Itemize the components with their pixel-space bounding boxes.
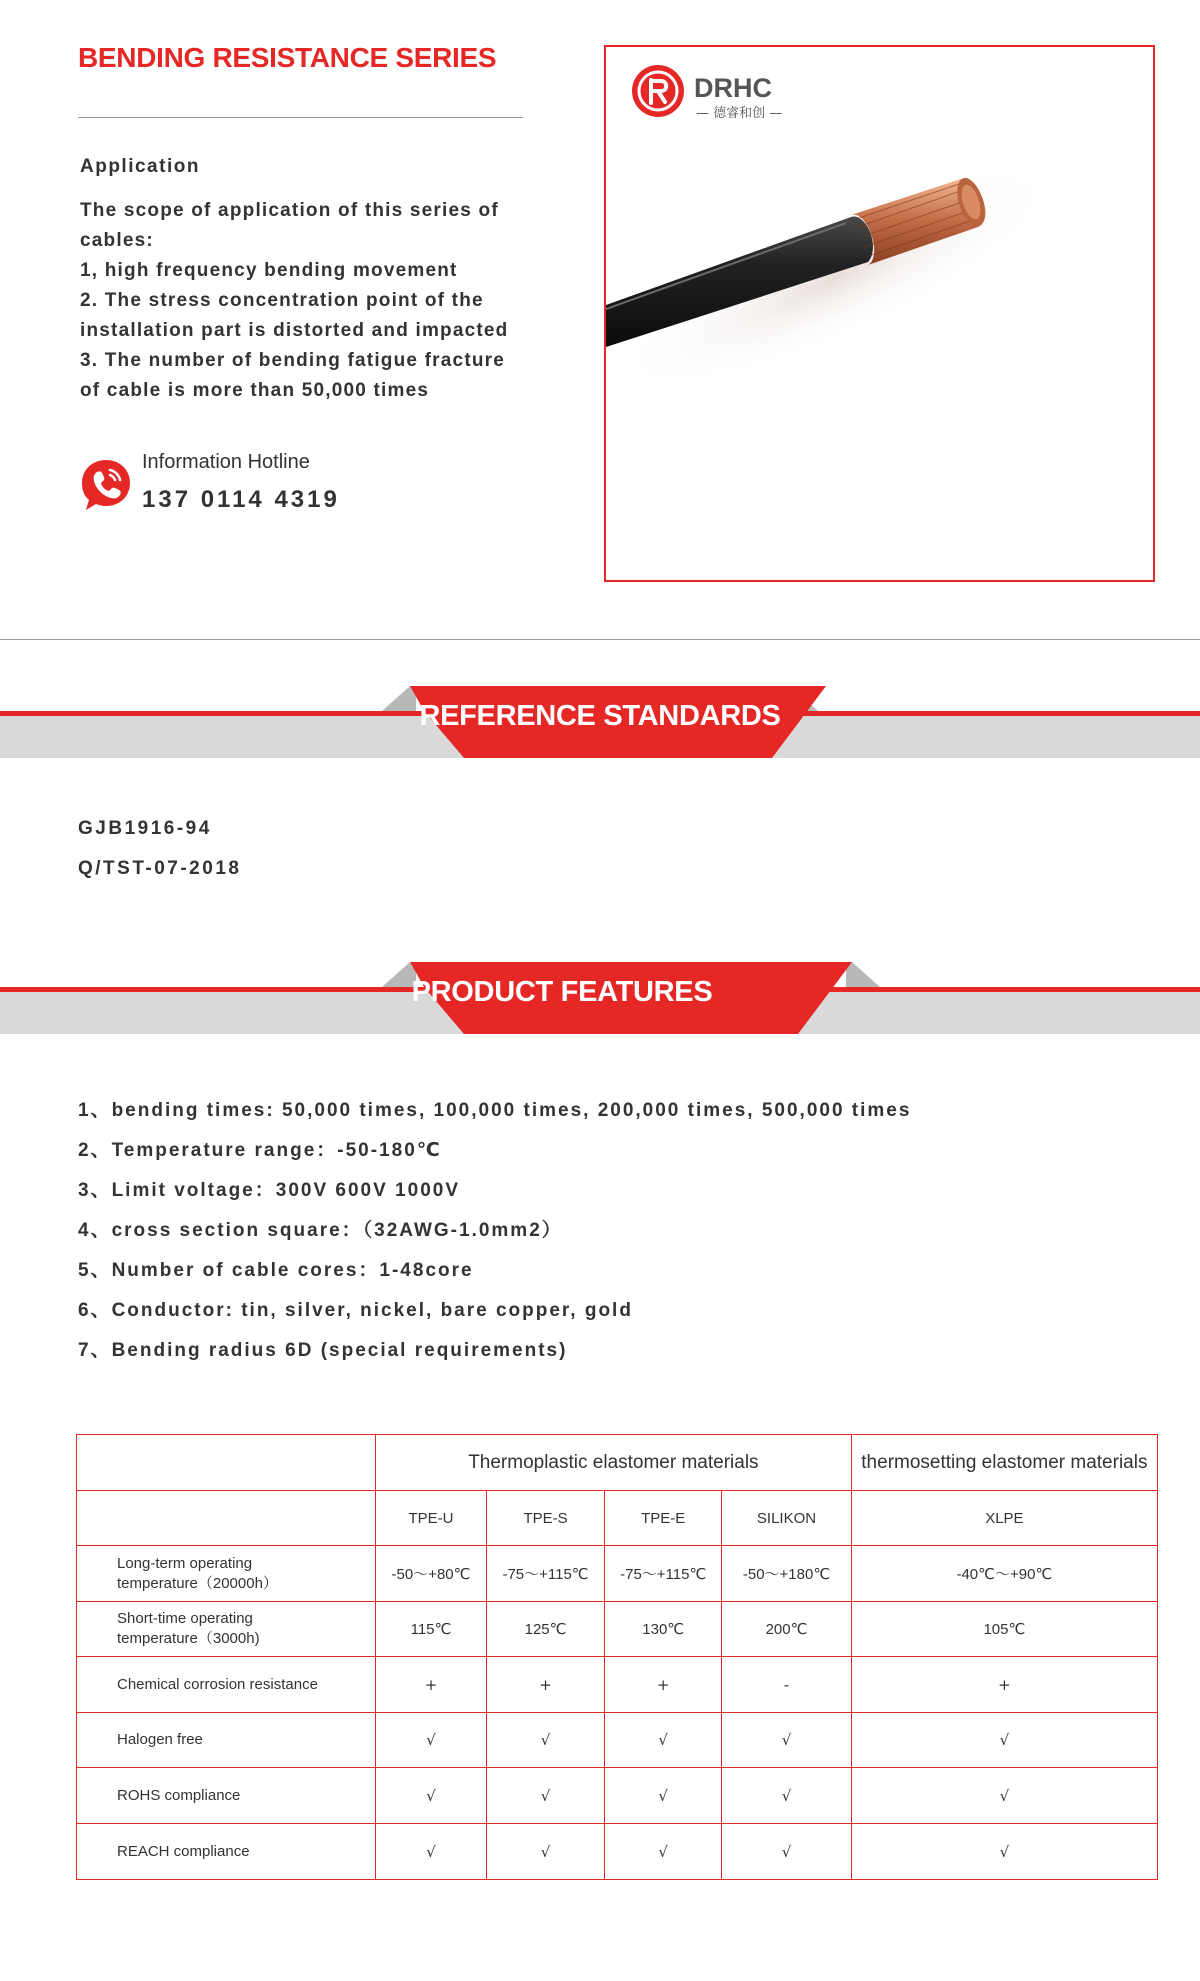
table-cell: √ <box>486 1768 604 1824</box>
row-label: Chemical corrosion resistance <box>77 1657 376 1713</box>
group-header-thermoplastic: Thermoplastic elastomer materials <box>376 1435 852 1491</box>
table-cell: √ <box>376 1824 487 1880</box>
section-divider <box>0 639 1200 640</box>
table-row <box>77 1546 1158 1602</box>
table-cell: -50～+80℃ <box>376 1546 487 1602</box>
application-line: 3. The number of bending fatigue fracture <box>80 350 506 371</box>
product-image-frame <box>604 45 1155 582</box>
group-header-thermosetting: thermosetting elastomer materials <box>851 1435 1157 1491</box>
table-row <box>77 1657 1158 1713</box>
material-header: TPE-S <box>486 1491 604 1546</box>
row-label: Short-time operating temperature（3000h) <box>77 1602 376 1657</box>
feature-item: 6、Conductor: tin, silver, nickel, bare copper, gold <box>78 1300 633 1321</box>
table-cell: -75～+115℃ <box>605 1546 722 1602</box>
table-cell: 130℃ <box>605 1602 722 1657</box>
row-label: Halogen free <box>77 1713 376 1768</box>
standards-banner <box>0 686 1200 758</box>
table-cell: 115℃ <box>376 1602 487 1657</box>
table-cell: √ <box>851 1713 1157 1768</box>
application-line: of cable is more than 50,000 times <box>80 380 430 401</box>
table-cell: + <box>605 1657 722 1713</box>
table-cell: 200℃ <box>722 1602 851 1657</box>
table-cell: √ <box>486 1824 604 1880</box>
application-line: 1, high frequency bending movement <box>80 260 458 281</box>
feature-item: 7、Bending radius 6D (special requirements) <box>78 1340 568 1361</box>
table-row <box>77 1824 1158 1880</box>
table-cell: √ <box>722 1713 851 1768</box>
table-cell: √ <box>605 1768 722 1824</box>
row-label: REACH compliance <box>77 1824 376 1880</box>
feature-item: 1、bending times: 50,000 times, 100,000 times, 200,000 times, 500,000 times <box>78 1100 912 1121</box>
table-cell: 125℃ <box>486 1602 604 1657</box>
application-line: installation part is distorted and impacted <box>80 320 509 341</box>
application-text <box>80 196 530 406</box>
table-row <box>77 1491 1158 1546</box>
material-header: XLPE <box>851 1491 1157 1546</box>
standards-title: REFERENCE STANDARDS <box>419 700 781 732</box>
title-divider <box>78 117 523 118</box>
table-cell: √ <box>722 1768 851 1824</box>
application-line: The scope of application of this series of <box>80 200 499 221</box>
feature-item: 4、cross section square：（32AWG-1.0mm2） <box>78 1220 563 1241</box>
application-line: cables: <box>80 230 154 251</box>
features-banner <box>0 962 1200 1034</box>
table-cell: + <box>851 1657 1157 1713</box>
hotline-label: Information Hotline <box>142 451 310 473</box>
table-cell: -75～+115℃ <box>486 1546 604 1602</box>
table-cell: -40℃～+90℃ <box>851 1546 1157 1602</box>
table-cell: √ <box>851 1768 1157 1824</box>
table-row <box>77 1602 1158 1657</box>
table-cell: - <box>722 1657 851 1713</box>
table-row <box>77 1768 1158 1824</box>
table-cell: √ <box>722 1824 851 1880</box>
table-corner-cell <box>77 1435 376 1491</box>
table-cell: 105℃ <box>851 1602 1157 1657</box>
table-row <box>77 1435 1158 1491</box>
brand-logo <box>632 65 782 121</box>
table-cell: + <box>486 1657 604 1713</box>
table-cell: + <box>376 1657 487 1713</box>
application-line: 2. The stress concentration point of the <box>80 290 484 311</box>
standard-item: GJB1916-94 <box>78 818 212 839</box>
series-title: BENDING RESISTANCE SERIES <box>78 42 497 73</box>
table-cell: -50～+180℃ <box>722 1546 851 1602</box>
feature-item: 5、Number of cable cores：1-48core <box>78 1260 474 1281</box>
hotline-number[interactable]: 137 0114 4319 <box>142 486 340 513</box>
row-label: ROHS compliance <box>77 1768 376 1824</box>
material-header: SILIKON <box>722 1491 851 1546</box>
brand-name: DRHC <box>694 73 772 103</box>
application-heading: Application <box>80 156 200 177</box>
material-header: TPE-E <box>605 1491 722 1546</box>
table-cell: √ <box>605 1824 722 1880</box>
table-cell: √ <box>486 1713 604 1768</box>
table-cell: √ <box>605 1713 722 1768</box>
spec-table <box>76 1434 1158 1880</box>
table-cell <box>77 1491 376 1546</box>
feature-item: 2、Temperature range：-50-180℃ <box>78 1140 442 1161</box>
brand-subtitle: — 德睿和创 — <box>696 106 783 121</box>
phone-icon <box>80 458 132 512</box>
table-cell: √ <box>851 1824 1157 1880</box>
feature-item: 3、Limit voltage：300V 600V 1000V <box>78 1180 460 1201</box>
table-cell: √ <box>376 1768 487 1824</box>
row-label: Long-term operating temperature（20000h） <box>77 1546 376 1602</box>
features-title: PRODUCT FEATURES <box>411 976 713 1008</box>
table-cell: √ <box>376 1713 487 1768</box>
cable-image <box>606 47 1155 582</box>
material-header: TPE-U <box>376 1491 487 1546</box>
table-row <box>77 1713 1158 1768</box>
standard-item: Q/TST-07-2018 <box>78 858 242 879</box>
